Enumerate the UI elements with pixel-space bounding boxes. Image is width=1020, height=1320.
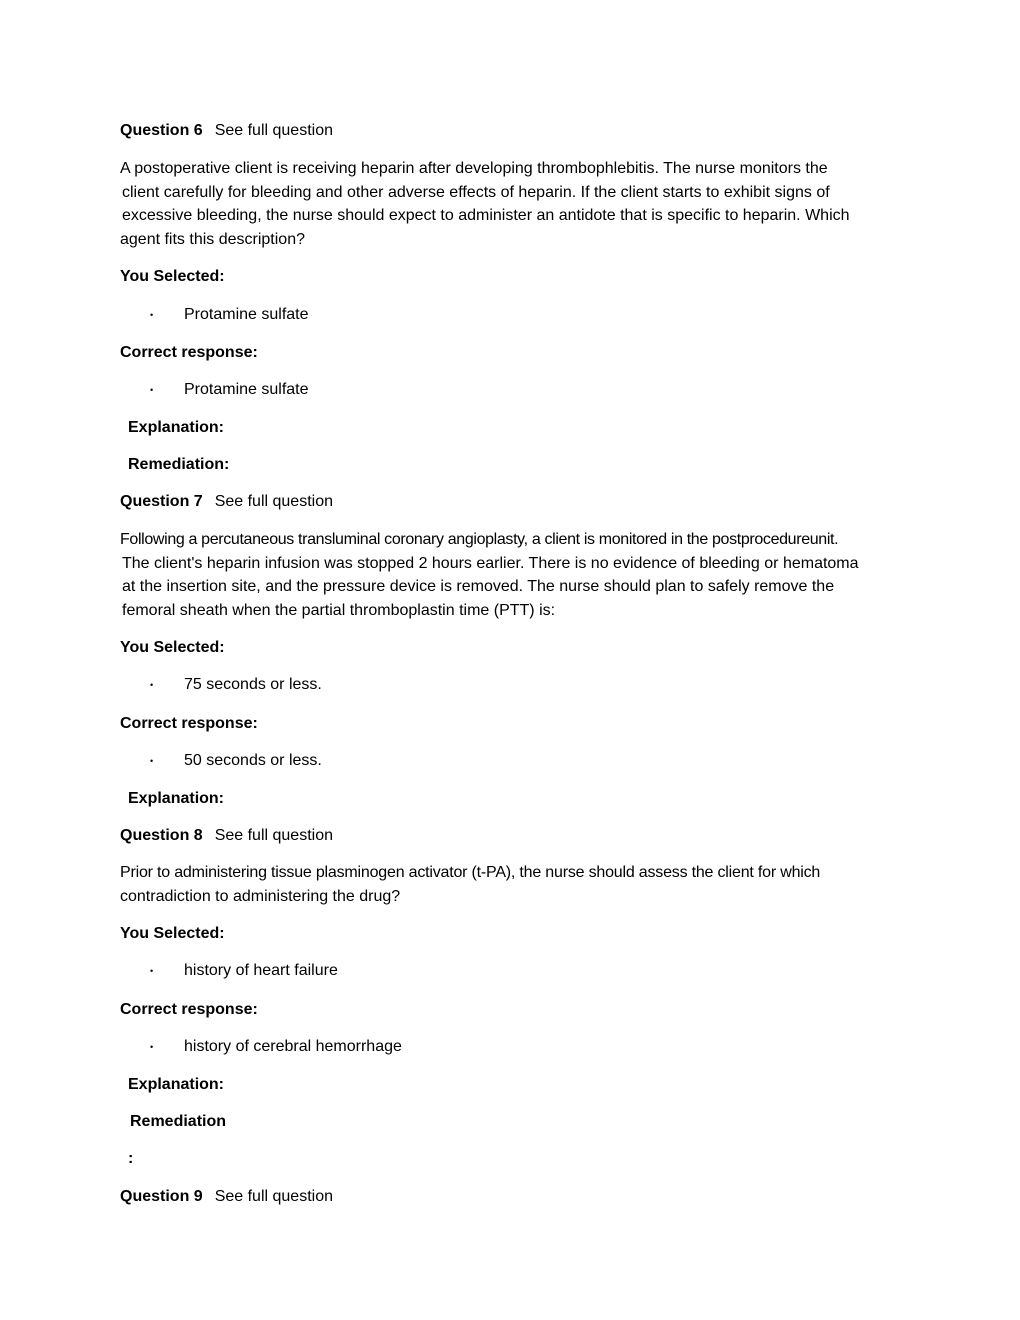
question-number: Question 7 xyxy=(120,493,203,510)
correct-response-label: Correct response: xyxy=(120,1001,258,1018)
remediation-colon: : xyxy=(128,1150,134,1167)
correct-answer: Protamine sulfate xyxy=(184,381,309,398)
correct-response-label: Correct response: xyxy=(120,715,258,732)
correct-response-label: Correct response: xyxy=(120,344,258,361)
explanation-label: Explanation: xyxy=(128,419,225,436)
question-text-line: Following a percutaneous transluminal coronary angioplasty, a client is monitored in the postprocedureunit. xyxy=(120,531,839,548)
question-number: Question 6 xyxy=(120,122,203,139)
selected-answer: 75 seconds or less. xyxy=(184,676,322,693)
see-full-question-link[interactable]: See full question xyxy=(214,1188,333,1205)
question-text-line: A postoperative client is receiving heparin after developing thrombophlebitis. The nurse monitors the xyxy=(120,160,828,177)
correct-answer: history of cerebral hemorrhage xyxy=(184,1038,402,1055)
question-text-line: Prior to administering tissue plasminogen activator (t-PA), the nurse should assess the client for which xyxy=(120,864,821,881)
bullet-icon: • xyxy=(150,310,154,320)
you-selected-label: You Selected: xyxy=(120,268,225,285)
question-text-line: agent fits this description? xyxy=(120,231,305,248)
question-text-line: contradiction to administering the drug? xyxy=(120,888,401,905)
remediation-label: Remediation xyxy=(130,1113,227,1130)
question-6-header xyxy=(120,121,333,141)
remediation-label: Remediation: xyxy=(128,456,230,473)
see-full-question-link[interactable]: See full question xyxy=(214,493,333,510)
selected-answer: Protamine sulfate xyxy=(184,306,309,323)
correct-answer: 50 seconds or less. xyxy=(184,752,322,769)
selected-answer: history of heart failure xyxy=(184,962,338,979)
question-text-line: The client's heparin infusion was stopped 2 hours earlier. There is no evidence of bleeding or hematoma xyxy=(122,555,859,572)
bullet-icon: • xyxy=(150,680,154,690)
explanation-label: Explanation: xyxy=(128,790,225,807)
you-selected-label: You Selected: xyxy=(120,925,225,942)
see-full-question-link[interactable]: See full question xyxy=(214,122,333,139)
question-number: Question 9 xyxy=(120,1188,203,1205)
explanation-label: Explanation: xyxy=(128,1076,225,1093)
question-8-header xyxy=(120,826,333,846)
question-text-line: femoral sheath when the partial thromboplastin time (PTT) is: xyxy=(122,602,556,619)
bullet-icon: • xyxy=(150,756,154,766)
question-text-line: client carefully for bleeding and other adverse effects of heparin. If the client starts to exhibit signs of xyxy=(122,184,830,201)
see-full-question-link[interactable]: See full question xyxy=(214,827,333,844)
question-text-line: excessive bleeding, the nurse should expect to administer an antidote that is specific to heparin. Which xyxy=(122,207,850,224)
question-9-header xyxy=(120,1187,333,1207)
question-7-header xyxy=(120,492,333,512)
bullet-icon: • xyxy=(150,385,154,395)
bullet-icon: • xyxy=(150,966,154,976)
question-text-line: at the insertion site, and the pressure device is removed. The nurse should plan to safely remove the xyxy=(122,578,835,595)
bullet-icon: • xyxy=(150,1042,154,1052)
you-selected-label: You Selected: xyxy=(120,639,225,656)
question-number: Question 8 xyxy=(120,827,203,844)
